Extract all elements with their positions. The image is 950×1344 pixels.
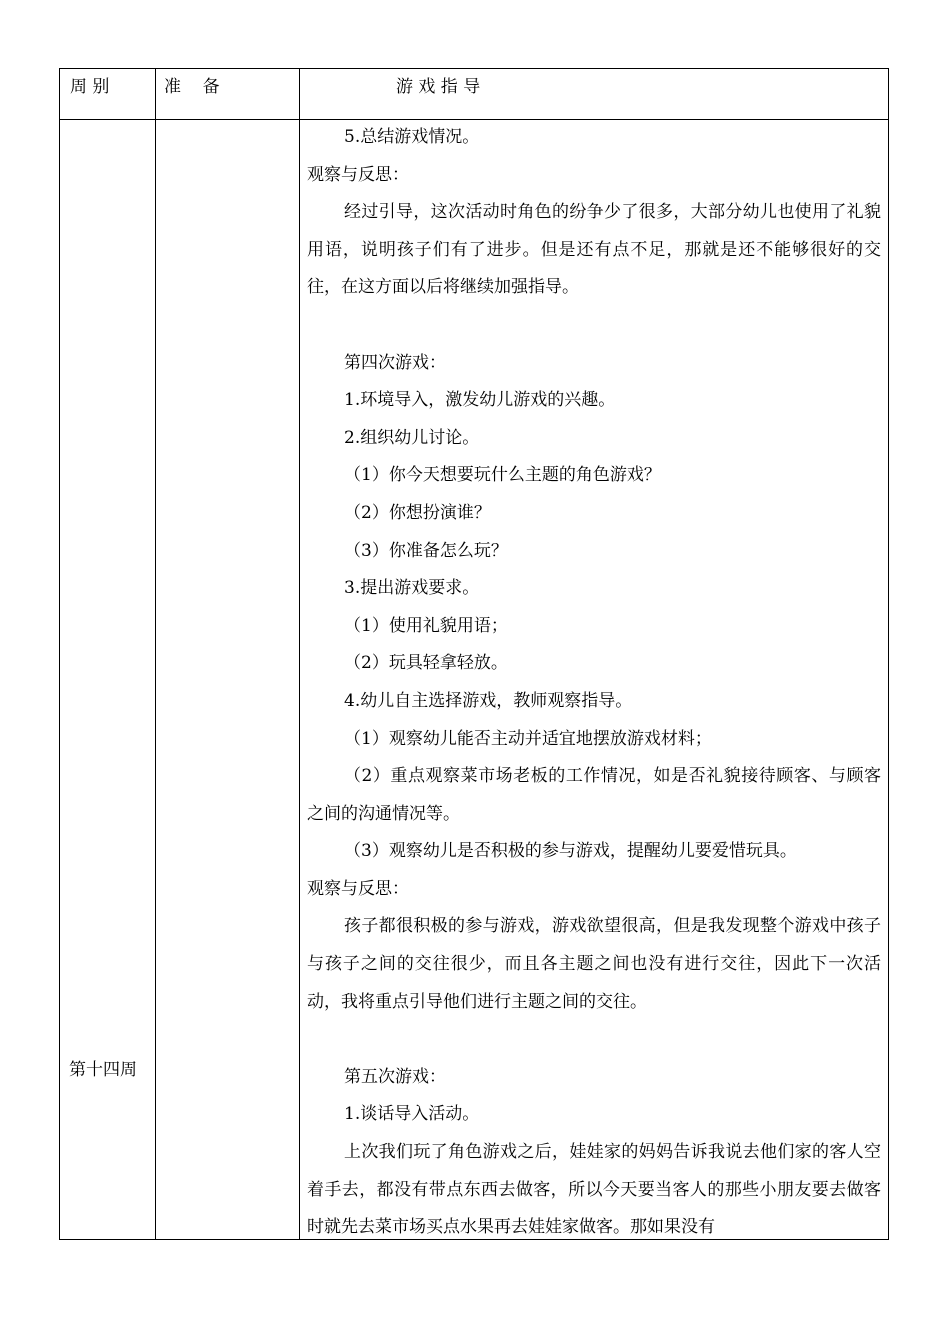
guidance-paragraph: 1.谈话导入活动。 (344, 1104, 480, 1125)
guidance-paragraph: 4.幼儿自主选择游戏，教师观察指导。 (344, 690, 633, 711)
guidance-paragraph: 3.提出游戏要求。 (344, 578, 480, 599)
column-divider-1 (155, 69, 156, 1239)
guidance-paragraph: 上次我们玩了角色游戏之后，娃娃家的妈妈告诉我说去他们家的客人空着手去，都没有带点东西去做客，所以今天要当客人的那些小朋友要去做客时就先去菜市场买点水果再去娃娃家做客。那如果没有 (307, 1142, 881, 1238)
guidance-paragraph: （3）观察幼儿是否积极的参与游戏，提醒幼儿要爱惜玩具。 (344, 841, 797, 862)
guidance-paragraph: 第四次游戏： (344, 352, 446, 373)
header-week: 周 别 (70, 77, 110, 97)
guidance-paragraph: 孩子都很积极的参与游戏，游戏欲望很高，但是我发现整个游戏中孩子与孩子之间的交往很少，而且各主题之间也没有进行交往，因此下一次活动，我将重点引导他们进行主题之间的交往。 (307, 916, 881, 1012)
guidance-paragraph: 观察与反思： (307, 164, 409, 185)
guidance-paragraph: 5.总结游戏情况。 (344, 127, 480, 147)
guidance-paragraph: （1）你今天想要玩什么主题的角色游戏？ (344, 465, 661, 486)
guidance-paragraph: 1.环境导入，激发幼儿游戏的兴趣。 (344, 390, 616, 411)
guidance-paragraph: （3）你准备怎么玩？ (344, 540, 508, 561)
header-preparation: 准 备 (164, 77, 220, 97)
guidance-paragraph: 2.组织幼儿讨论。 (344, 427, 480, 448)
blank-line (307, 1021, 881, 1059)
blank-line (307, 307, 881, 345)
guidance-paragraph: （2）你想扮演谁？ (344, 502, 491, 523)
guidance-paragraph: （1）观察幼儿能否主动并适宜地摆放游戏材料； (344, 728, 712, 749)
column-divider-2 (299, 69, 300, 1239)
game-guidance-table (59, 68, 889, 1240)
guidance-paragraph: （2）玩具轻拿轻放。 (344, 653, 508, 674)
header-game-guidance: 游 戏 指 导 (396, 77, 481, 97)
guidance-paragraph: （2）重点观察菜市场老板的工作情况，如是否礼貌接待顾客、与顾客之间的沟通情况等。 (307, 766, 881, 824)
guidance-paragraph: 观察与反思： (307, 878, 409, 899)
game-guidance-content (307, 119, 881, 1247)
week-cell: 第十四周 (69, 1060, 137, 1080)
guidance-paragraph: （1）使用礼貌用语； (344, 615, 508, 636)
guidance-paragraph: 第五次游戏： (344, 1066, 446, 1087)
guidance-paragraph: 经过引导，这次活动时角色的纷争少了很多，大部分幼儿也使用了礼貌用语，说明孩子们有了进步。但是还有点不足，那就是还不能够很好的交往，在这方面以后将继续加强指导。 (307, 202, 881, 298)
